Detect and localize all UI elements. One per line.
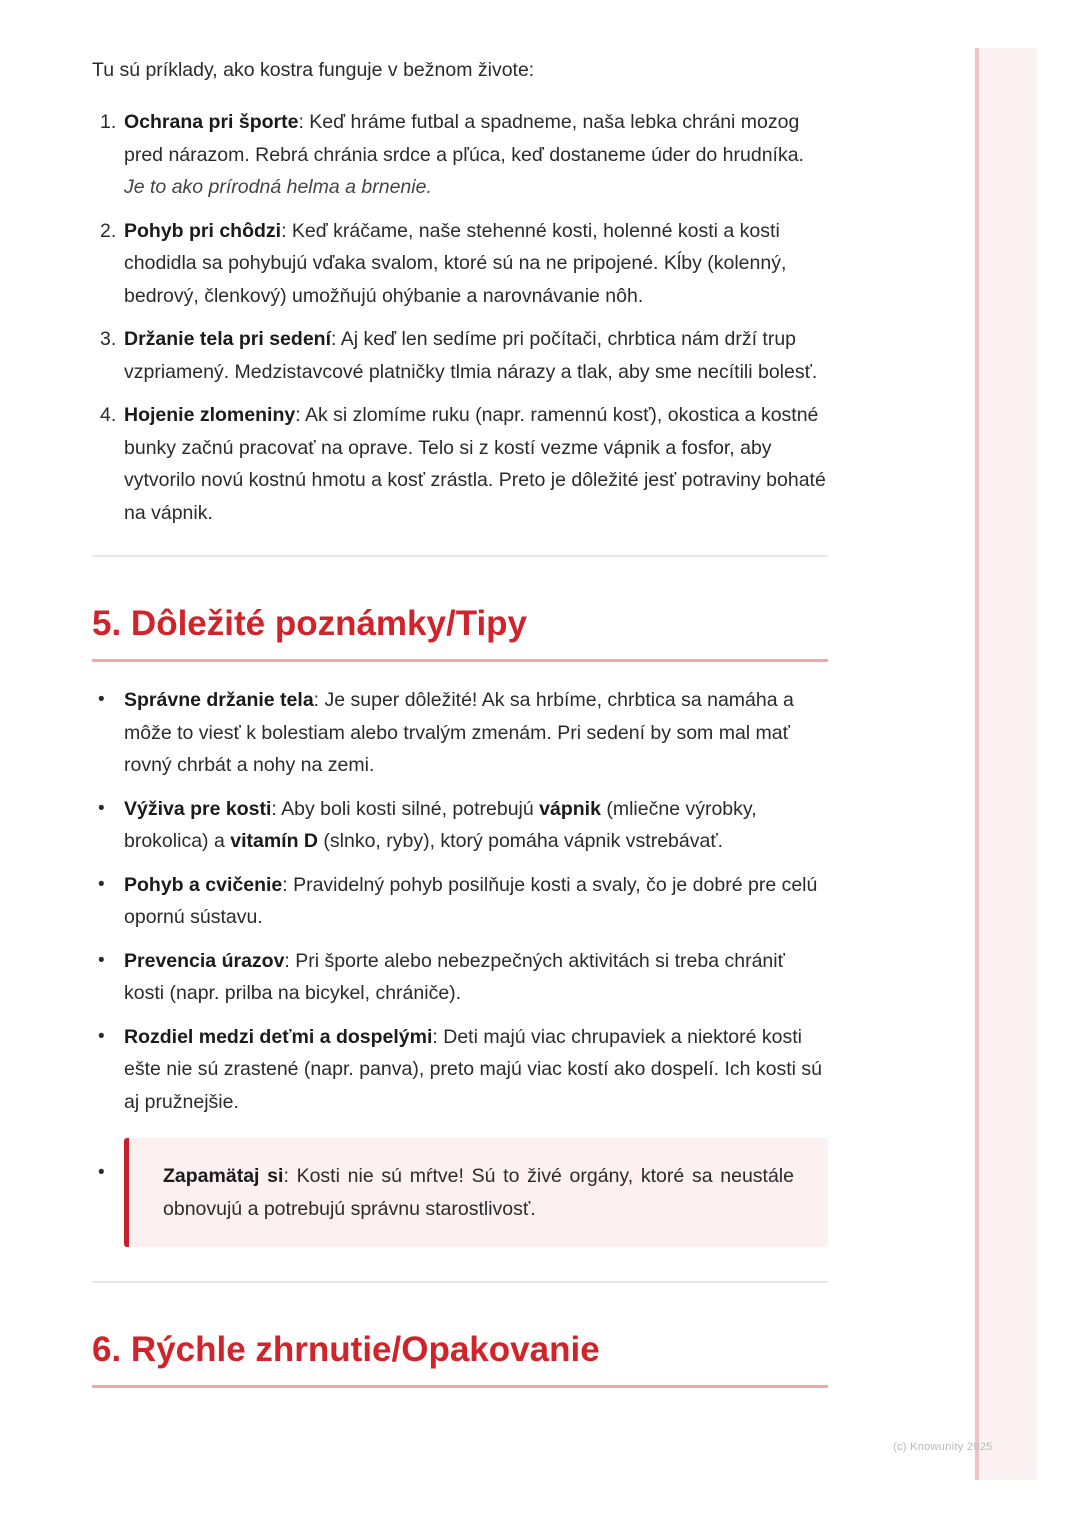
section-heading-tips: 5. Dôležité poznámky/Tipy xyxy=(92,601,828,662)
item-title: Správne držanie tela xyxy=(124,689,314,711)
list-number: 2. xyxy=(100,219,117,242)
examples-list xyxy=(92,106,828,529)
list-item xyxy=(92,215,828,313)
callout-text: : Kosti nie sú mŕtve! Sú to živé orgány, ktoré sa neustále obnovujú a potrebujú správnu starostlivosť. xyxy=(163,1165,794,1220)
list-item xyxy=(92,106,828,204)
bullet-icon: • xyxy=(98,1162,105,1183)
item-title: Držanie tela pri sedení xyxy=(124,328,331,350)
item-text: : Pravidelný pohyb posilňuje kosti a svaly, čo je dobré pre celú opornú sústavu. xyxy=(124,873,818,928)
list-item xyxy=(92,869,828,934)
item-title: Hojenie zlomeniny xyxy=(124,404,296,426)
list-number: 3. xyxy=(100,328,117,350)
item-title: Pohyb pri chôdzi xyxy=(124,219,282,242)
remember-callout xyxy=(124,1138,828,1247)
bullet-icon: • xyxy=(98,949,105,971)
list-item xyxy=(92,1021,828,1119)
side-margin-strip xyxy=(975,48,1037,1480)
bullet-icon: • xyxy=(98,873,105,895)
section-divider xyxy=(92,555,828,557)
list-item xyxy=(92,684,828,782)
item-text: : Deti majú viac chrupaviek a niektoré kosti ešte nie sú zrastené (napr. panva), preto majú viac kostí ako dospelí. Ich kosti sú aj pružnejšie. xyxy=(124,1025,823,1113)
callout-title: Zapamätaj si xyxy=(163,1165,284,1187)
list-item xyxy=(92,793,828,858)
item-title: Pohyb a cvičenie xyxy=(124,873,283,896)
highlight-term: vápnik xyxy=(539,797,601,820)
item-italic-text: Je to ako prírodná helma a brnenie. xyxy=(124,176,432,198)
list-number: 1. xyxy=(100,111,117,133)
section-divider xyxy=(92,1281,828,1283)
item-text: : Je super dôležité! Ak sa hrbíme, chrbtica sa namáha a môže to viesť k bolestiam alebo trvalým zmenám. Pri sedení by som mal mať rovný chrbát a nohy na zemi. xyxy=(124,689,794,776)
item-text: (mliečne výrobky, brokolica) a xyxy=(124,797,757,852)
item-text: : Aby boli kosti silné, potrebujú xyxy=(271,797,540,820)
copyright-text: (c) Knowunity 2025 xyxy=(893,1441,993,1453)
bullet-icon: • xyxy=(98,797,105,819)
item-title: Prevencia úrazov xyxy=(124,949,285,972)
list-item xyxy=(92,399,828,529)
bullet-icon: • xyxy=(98,1025,105,1047)
bullet-icon: • xyxy=(98,689,105,710)
document-content xyxy=(92,40,828,1388)
item-text: : Aj keď len sedíme pri počítači, chrbtica nám drží trup vzpriamený. Medzistavcové platničky tlmia nárazy a tlak, aby sme necítili bolesť. xyxy=(124,328,818,383)
item-text: : Keď kráčame, naše stehenné kosti, holenné kosti a kosti chodidla sa pohybujú vďaka svalom, ktoré sú na ne pripojené. Kĺby (kolenný, bedrový, členkový) umožňujú ohýbanie a narovnávanie nôh. xyxy=(124,219,787,307)
list-item xyxy=(92,945,828,1010)
item-text: (slnko, ryby), ktorý pomáha vápnik vstrebávať. xyxy=(318,830,724,852)
section-heading-summary: 6. Rýchle zhrnutie/Opakovanie xyxy=(92,1327,828,1388)
item-text: : Pri športe alebo nebezpečných aktivitách si treba chrániť kosti (napr. prilba na bicykel, chrániče). xyxy=(124,949,785,1004)
callout-list-item xyxy=(92,1138,828,1247)
item-title: Rozdiel medzi deťmi a dospelými xyxy=(124,1025,433,1048)
intro-paragraph: Tu sú príklady, ako kostra funguje v bežnom živote: xyxy=(92,59,535,81)
list-number: 4. xyxy=(100,404,117,426)
item-text: : Ak si zlomíme ruku (napr. ramennú kosť), okostica a kostné bunky začnú pracovať na oprave. Telo si z kostí vezme vápnik a fosfor, aby vytvorilo novú kostnú hmotu a kosť zrástla. Preto je dôležité jesť potraviny bohaté na vápnik. xyxy=(124,404,826,524)
item-title: Ochrana pri športe xyxy=(124,111,299,133)
highlight-term: vitamín D xyxy=(230,830,318,852)
tips-list xyxy=(92,684,828,1118)
item-title: Výživa pre kosti xyxy=(124,797,272,820)
list-item xyxy=(92,323,828,388)
item-text: : Keď hráme futbal a spadneme, naša lebka chráni mozog pred nárazom. Rebrá chránia srdce a pľúca, keď dostaneme úder do hrudníka. xyxy=(124,111,804,166)
